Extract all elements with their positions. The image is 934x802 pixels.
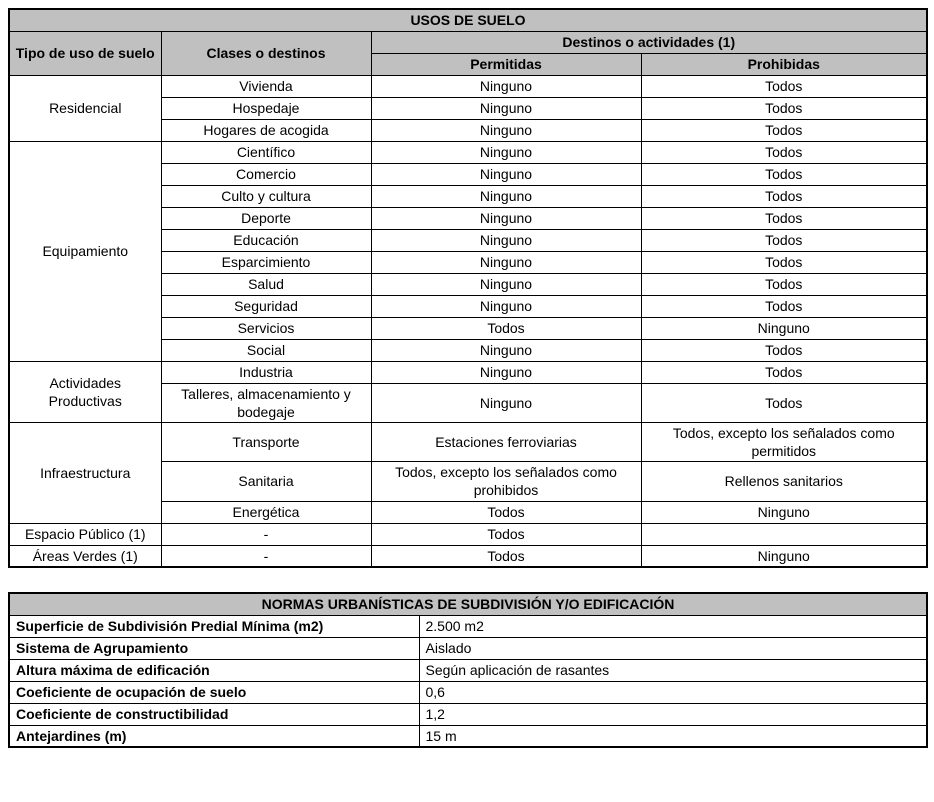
prohibidas-cell: Ninguno xyxy=(641,317,927,339)
permitidas-cell: Ninguno xyxy=(371,119,641,141)
header-clases-o-destinos: Clases o destinos xyxy=(161,31,371,75)
prohibidas-cell: Todos xyxy=(641,97,927,119)
table1-title-row xyxy=(9,9,927,31)
clase-cell: Seguridad xyxy=(161,295,371,317)
prohibidas-cell: Todos xyxy=(641,229,927,251)
permitidas-cell: Ninguno xyxy=(371,383,641,422)
table1-header-row-1 xyxy=(9,31,927,53)
permitidas-cell: Ninguno xyxy=(371,361,641,383)
tipo-cell-residencial: Residencial xyxy=(9,75,161,141)
permitidas-cell: Todos xyxy=(371,523,641,545)
tipo-cell-espacio-publico: Espacio Público (1) xyxy=(9,523,161,545)
clase-cell: Sanitaria xyxy=(161,462,371,501)
header-prohibidas: Prohibidas xyxy=(641,53,927,75)
norma-value-cell: 2.500 m2 xyxy=(419,615,927,637)
header-permitidas: Permitidas xyxy=(371,53,641,75)
table-row xyxy=(9,141,927,163)
clase-cell: - xyxy=(161,523,371,545)
table2-title-row xyxy=(9,593,927,615)
permitidas-cell: Ninguno xyxy=(371,229,641,251)
prohibidas-cell: Todos xyxy=(641,141,927,163)
prohibidas-cell: Todos xyxy=(641,163,927,185)
clase-cell: Esparcimiento xyxy=(161,251,371,273)
clase-cell: Hogares de acogida xyxy=(161,119,371,141)
clase-cell: Transporte xyxy=(161,422,371,461)
table-row xyxy=(9,422,927,461)
prohibidas-cell: Todos xyxy=(641,251,927,273)
norma-label-cell: Sistema de Agrupamiento xyxy=(9,637,419,659)
prohibidas-cell xyxy=(641,523,927,545)
table-row xyxy=(9,615,927,637)
norma-label-cell: Altura máxima de edificación xyxy=(9,659,419,681)
permitidas-cell: Todos xyxy=(371,545,641,567)
permitidas-cell: Todos xyxy=(371,317,641,339)
tipo-cell-areas-verdes: Áreas Verdes (1) xyxy=(9,545,161,567)
tipo-cell-infraestructura: Infraestructura xyxy=(9,422,161,523)
clase-cell: - xyxy=(161,545,371,567)
table-row xyxy=(9,725,927,747)
permitidas-cell: Todos, excepto los señalados como prohibidos xyxy=(371,462,641,501)
table1-title: USOS DE SUELO xyxy=(9,9,927,31)
header-destinos-actividades: Destinos o actividades (1) xyxy=(371,31,927,53)
clase-cell: Energética xyxy=(161,501,371,523)
usos-de-suelo-table xyxy=(8,8,928,568)
prohibidas-cell: Todos xyxy=(641,383,927,422)
permitidas-cell: Ninguno xyxy=(371,207,641,229)
clase-cell: Hospedaje xyxy=(161,97,371,119)
table2-title: NORMAS URBANÍSTICAS DE SUBDIVISIÓN Y/O EDIFICACIÓN xyxy=(9,593,927,615)
norma-label-cell: Coeficiente de constructibilidad xyxy=(9,703,419,725)
permitidas-cell: Ninguno xyxy=(371,339,641,361)
table-row xyxy=(9,545,927,567)
tipo-cell-actividades-productivas: Actividades Productivas xyxy=(9,361,161,422)
tipo-cell-equipamiento: Equipamiento xyxy=(9,141,161,361)
permitidas-cell: Ninguno xyxy=(371,163,641,185)
table-row xyxy=(9,361,927,383)
norma-label-cell: Antejardines (m) xyxy=(9,725,419,747)
table-row xyxy=(9,681,927,703)
permitidas-cell: Ninguno xyxy=(371,251,641,273)
prohibidas-cell: Ninguno xyxy=(641,501,927,523)
permitidas-cell: Todos xyxy=(371,501,641,523)
clase-cell: Talleres, almacenamiento y bodegaje xyxy=(161,383,371,422)
clase-cell: Educación xyxy=(161,229,371,251)
norma-label-cell: Superficie de Subdivisión Predial Mínima (m2) xyxy=(9,615,419,637)
norma-value-cell: Aislado xyxy=(419,637,927,659)
norma-value-cell: 0,6 xyxy=(419,681,927,703)
prohibidas-cell: Todos xyxy=(641,295,927,317)
permitidas-cell: Ninguno xyxy=(371,273,641,295)
table-row xyxy=(9,637,927,659)
prohibidas-cell: Todos xyxy=(641,185,927,207)
norma-value-cell: 1,2 xyxy=(419,703,927,725)
prohibidas-cell: Todos xyxy=(641,207,927,229)
permitidas-cell: Ninguno xyxy=(371,75,641,97)
clase-cell: Industria xyxy=(161,361,371,383)
permitidas-cell: Ninguno xyxy=(371,295,641,317)
norma-value-cell: 15 m xyxy=(419,725,927,747)
clase-cell: Servicios xyxy=(161,317,371,339)
table-row xyxy=(9,75,927,97)
clase-cell: Comercio xyxy=(161,163,371,185)
clase-cell: Salud xyxy=(161,273,371,295)
table-row xyxy=(9,523,927,545)
permitidas-cell: Estaciones ferroviarias xyxy=(371,422,641,461)
permitidas-cell: Ninguno xyxy=(371,185,641,207)
clase-cell: Científico xyxy=(161,141,371,163)
header-tipo-de-uso: Tipo de uso de suelo xyxy=(9,31,161,75)
table-row xyxy=(9,703,927,725)
norma-value-cell: Según aplicación de rasantes xyxy=(419,659,927,681)
prohibidas-cell: Todos xyxy=(641,273,927,295)
clase-cell: Culto y cultura xyxy=(161,185,371,207)
clase-cell: Vivienda xyxy=(161,75,371,97)
prohibidas-cell: Todos, excepto los señalados como permitidos xyxy=(641,422,927,461)
table-row xyxy=(9,659,927,681)
prohibidas-cell: Todos xyxy=(641,119,927,141)
permitidas-cell: Ninguno xyxy=(371,97,641,119)
prohibidas-cell: Todos xyxy=(641,339,927,361)
clase-cell: Social xyxy=(161,339,371,361)
prohibidas-cell: Todos xyxy=(641,361,927,383)
permitidas-cell: Ninguno xyxy=(371,141,641,163)
prohibidas-cell: Ninguno xyxy=(641,545,927,567)
normas-urbanisticas-table xyxy=(8,592,928,748)
norma-label-cell: Coeficiente de ocupación de suelo xyxy=(9,681,419,703)
prohibidas-cell: Rellenos sanitarios xyxy=(641,462,927,501)
prohibidas-cell: Todos xyxy=(641,75,927,97)
clase-cell: Deporte xyxy=(161,207,371,229)
